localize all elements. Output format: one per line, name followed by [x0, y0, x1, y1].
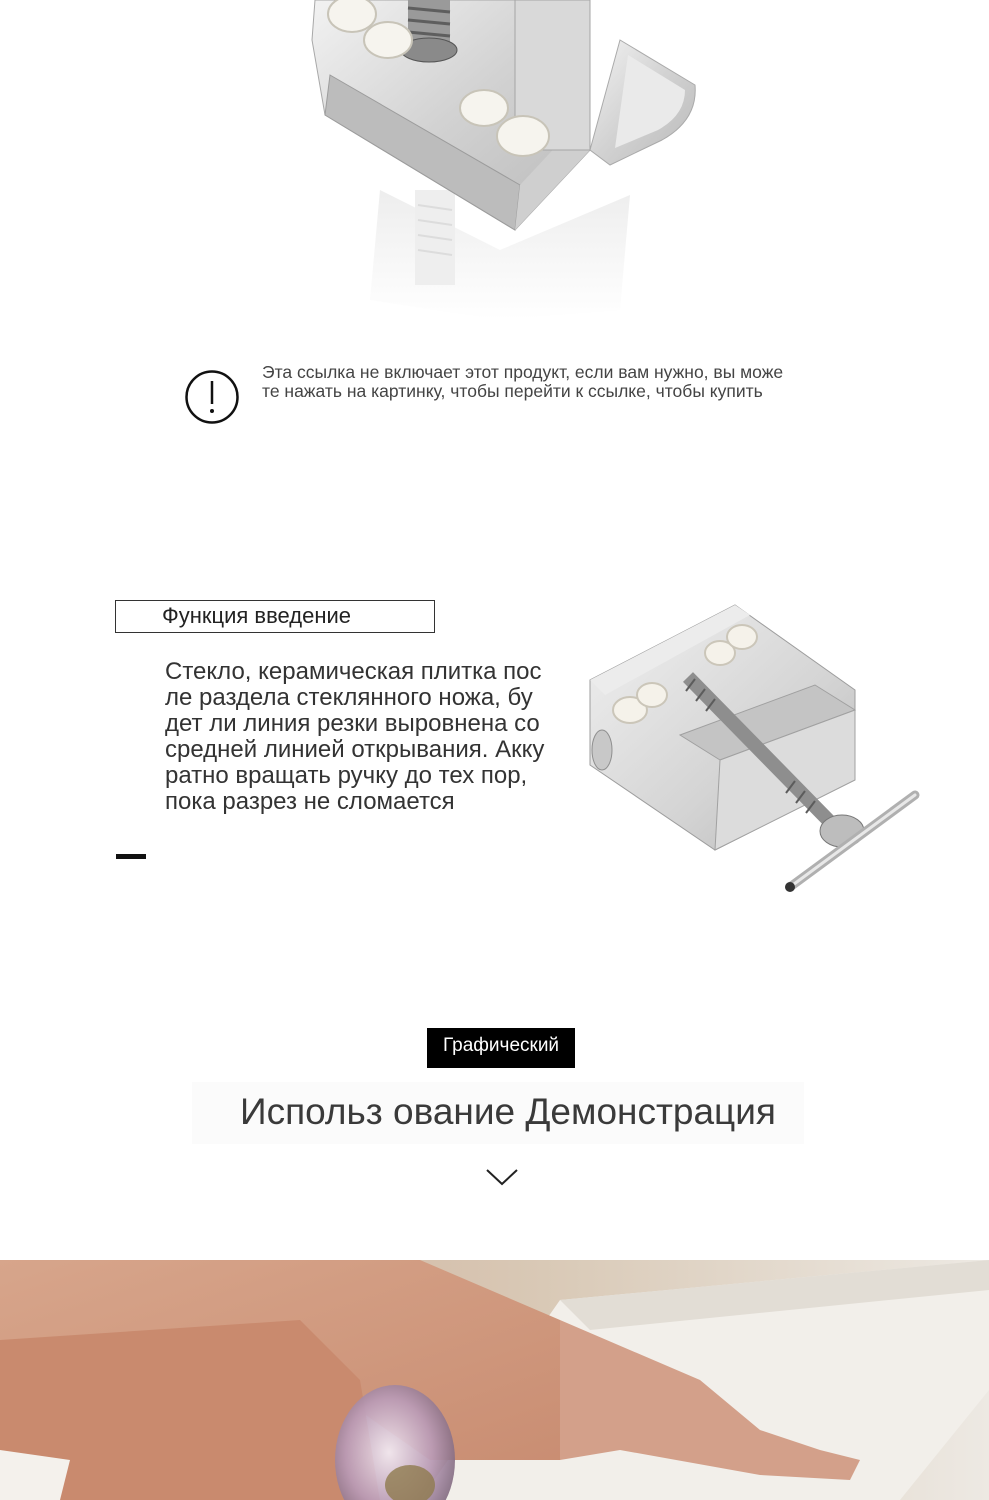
notice-text[interactable]: Эта ссылка не включает этот продукт, если вам нужно, вы може те нажать на картинку, чтобы перейти к ссылке, чтобы купить — [262, 362, 784, 401]
dash-divider — [116, 854, 146, 859]
exclamation-circle-icon — [184, 369, 240, 425]
function-description: Стекло, керамическая плитка пос ле раздела стеклянного ножа, бу дет ли линия резки выровнена со средней линией открывания. Акку ратно вращать ручку до тех пор, пока разрез не сломается — [165, 658, 545, 815]
vise-product-image[interactable] — [580, 595, 925, 900]
function-title: Функция введение — [162, 603, 352, 628]
usage-demo-title: Использ ование Демонстрация — [240, 1091, 776, 1132]
product-image-top[interactable] — [290, 0, 720, 330]
graphic-badge: Графический — [427, 1028, 575, 1068]
usage-demo-photo[interactable] — [0, 1260, 989, 1500]
chevron-down-icon[interactable] — [485, 1166, 519, 1188]
